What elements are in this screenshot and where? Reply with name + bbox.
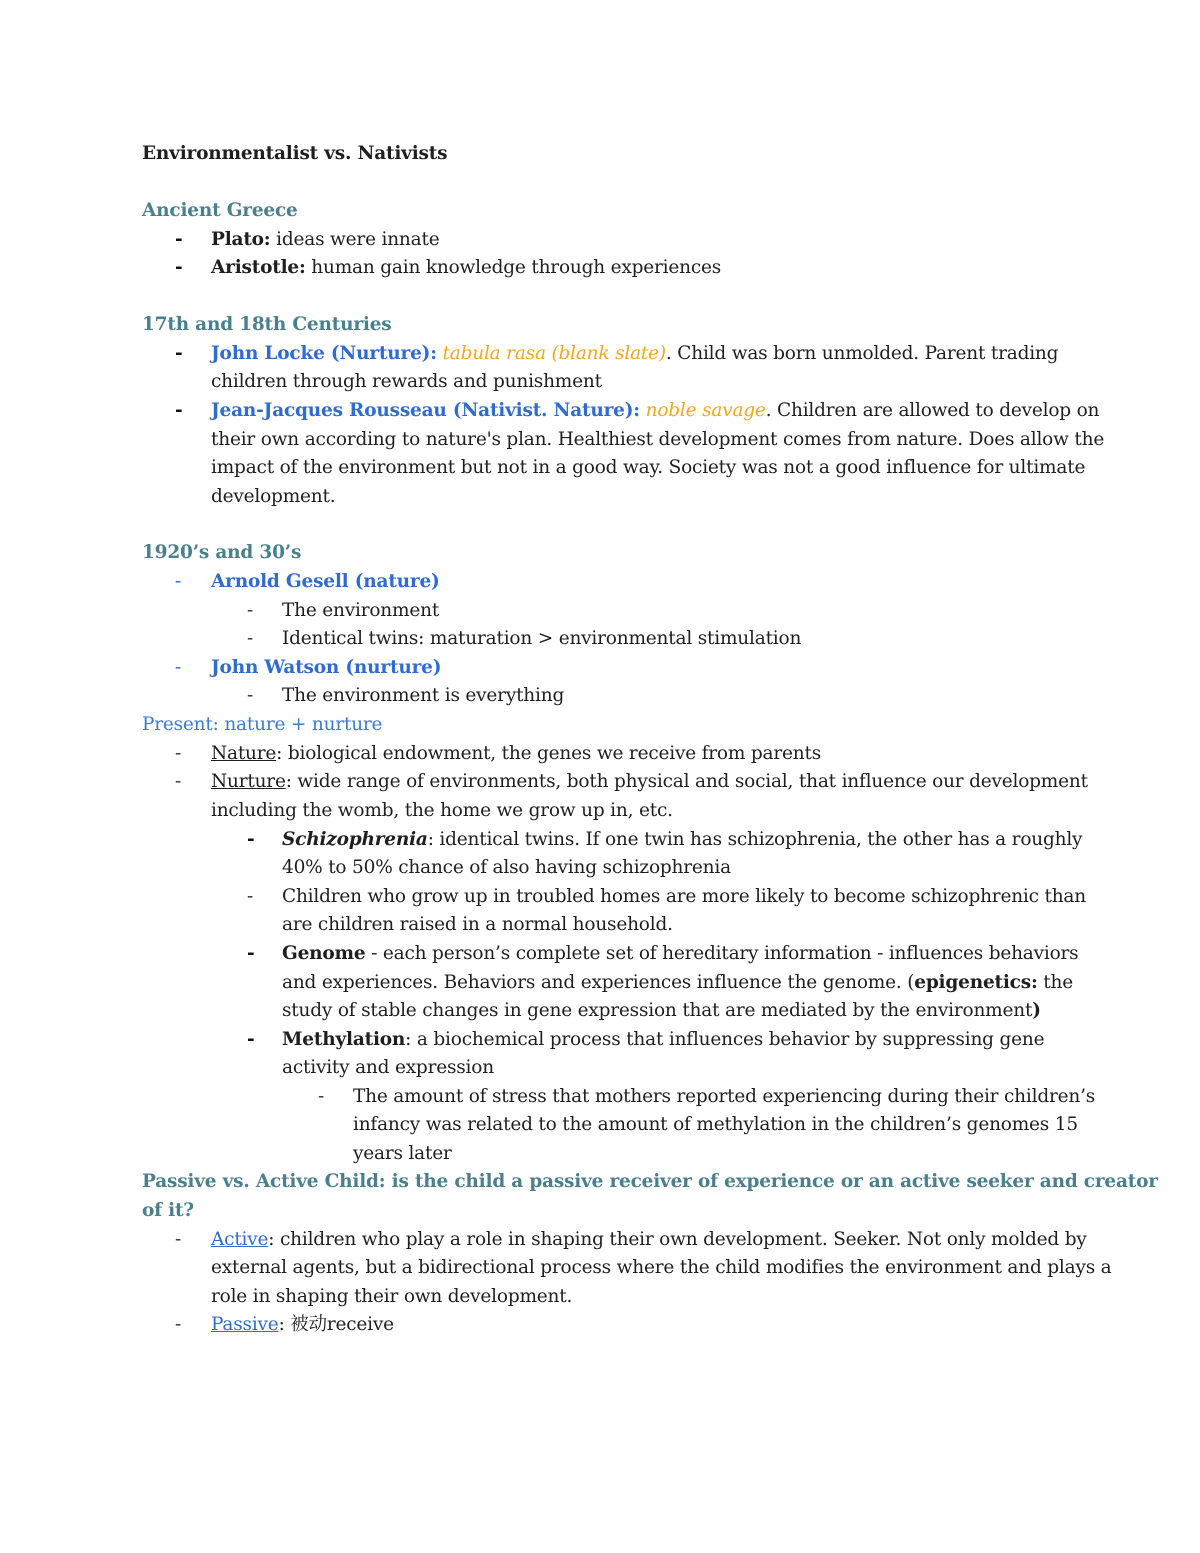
- schizophrenia-term: Schizophrenia: [282, 829, 428, 850]
- list-item-schizophrenia: [282, 826, 1082, 855]
- list-item-stress: The amount of stress that mothers reported experiencing during their children’s: [353, 1086, 1096, 1107]
- epigenetics-term: epigenetics:: [914, 972, 1038, 993]
- list-item-nurture: [211, 768, 1088, 797]
- bullet-dash: -: [247, 829, 255, 850]
- list-item-plato: [211, 226, 439, 255]
- plato-text: ideas were innate: [270, 229, 440, 250]
- aristotle-label: Aristotle:: [211, 257, 306, 278]
- list-item-methylation: [282, 1026, 1044, 1055]
- rousseau-text-cont: development.: [211, 486, 336, 507]
- bullet-dash: -: [175, 771, 182, 792]
- list-item-watson: John Watson (nurture): [211, 657, 442, 678]
- locke-term: tabula rasa (blank slate): [442, 343, 666, 364]
- passive-text: : 被动receive: [278, 1314, 394, 1335]
- rousseau-text-cont: impact of the environment but not in a good way. Society was not a good influence for ultimate: [211, 457, 1086, 478]
- gesell-sub-item: The environment: [282, 600, 440, 621]
- heading-ancient-greece: Ancient Greece: [142, 200, 298, 221]
- bullet-dash: -: [175, 571, 182, 592]
- list-item-rousseau: [211, 397, 1099, 426]
- genome-text-part: the: [1037, 972, 1073, 993]
- bullet-dash: -: [175, 1314, 182, 1335]
- locke-text-cont: children through rewards and punishment: [211, 371, 602, 392]
- list-item-active: [211, 1226, 1087, 1255]
- heading-present: Present: nature + nurture: [142, 714, 383, 735]
- nature-term: Nature: [211, 743, 277, 764]
- list-item-aristotle: [211, 254, 721, 283]
- methylation-text: : a biochemical process that influences behavior by suppressing gene: [405, 1029, 1045, 1050]
- genome-text-part: and experiences. Behaviors and experiences influence the genome. (: [282, 972, 915, 993]
- bullet-dash: -: [247, 600, 254, 621]
- schizophrenia-text: : identical twins. If one twin has schizophrenia, the other has a roughly: [427, 829, 1083, 850]
- list-item-genome: [282, 940, 1078, 969]
- rousseau-text: . Children are allowed to develop on: [765, 400, 1100, 421]
- active-text-cont: role in shaping their own development.: [211, 1286, 573, 1307]
- active-link[interactable]: Active: [211, 1229, 269, 1250]
- bullet-dash: -: [175, 343, 183, 364]
- locke-label: John Locke (Nurture):: [211, 343, 437, 364]
- rousseau-term: noble savage: [645, 400, 766, 421]
- heading-passive-vs-active-cont: of it?: [142, 1200, 194, 1221]
- list-item-nature: [211, 740, 821, 769]
- heading-1920s-30s: 1920’s and 30’s: [142, 542, 302, 563]
- page-title: Environmentalist vs. Nativists: [142, 143, 448, 164]
- genome-text: - each person’s complete set of hereditary information - influences behaviors: [365, 943, 1079, 964]
- bullet-dash: -: [247, 628, 254, 649]
- genome-text-part: study of stable changes in gene expression that are mediated by the environment: [282, 1000, 1033, 1021]
- genome-text-cont: [282, 997, 1041, 1026]
- nurture-text: : wide range of environments, both physical and social, that influence our development: [285, 771, 1088, 792]
- stress-text-cont: infancy was related to the amount of methylation in the children’s genomes 15: [353, 1114, 1078, 1135]
- gesell-sub-item: Identical twins: maturation > environmental stimulation: [282, 628, 802, 649]
- bullet-dash: -: [318, 1086, 325, 1107]
- bullet-dash: -: [175, 657, 182, 678]
- active-text-cont: external agents, but a bidirectional process where the child modifies the environment and plays a: [211, 1257, 1112, 1278]
- heading-17th-18th-centuries: 17th and 18th Centuries: [142, 314, 392, 335]
- bullet-dash: -: [247, 943, 255, 964]
- list-item-passive: [211, 1311, 394, 1340]
- bullet-dash: -: [175, 229, 183, 250]
- bullet-dash: -: [175, 1229, 182, 1250]
- watson-sub-item: The environment is everything: [282, 685, 565, 706]
- aristotle-text: human gain knowledge through experiences: [305, 257, 722, 278]
- bullet-dash: -: [175, 257, 183, 278]
- stress-text-cont: years later: [353, 1143, 452, 1164]
- bullet-dash: -: [247, 1029, 255, 1050]
- list-item-gesell: Arnold Gesell (nature): [211, 571, 440, 592]
- rousseau-label: Jean-Jacques Rousseau (Nativist. Nature):: [211, 400, 640, 421]
- nurture-term: Nurture: [211, 771, 286, 792]
- methylation-text-cont: activity and expression: [282, 1057, 494, 1078]
- troubled-homes-text-cont: are children raised in a normal household.: [282, 914, 673, 935]
- nature-text: : biological endowment, the genes we receive from parents: [276, 743, 821, 764]
- plato-label: Plato:: [211, 229, 271, 250]
- active-text: : children who play a role in shaping their own development. Seeker. Not only molded by: [268, 1229, 1087, 1250]
- bullet-dash: -: [175, 400, 183, 421]
- heading-passive-vs-active: Passive vs. Active Child: is the child a passive receiver of experience or an active seeker and creator: [142, 1171, 1158, 1192]
- methylation-term: Methylation: [282, 1029, 406, 1050]
- genome-close-paren: ): [1032, 1000, 1041, 1021]
- genome-text-cont: [282, 969, 1073, 998]
- bullet-dash: -: [247, 685, 254, 706]
- nurture-text-cont: including the womb, the home we grow up in, etc.: [211, 800, 673, 821]
- rousseau-text-cont: their own according to nature's plan. Healthiest development comes from nature. Does allow the: [211, 429, 1105, 450]
- passive-link[interactable]: Passive: [211, 1314, 279, 1335]
- bullet-dash: -: [247, 886, 254, 907]
- bullet-dash: -: [175, 743, 182, 764]
- locke-text: . Child was born unmolded. Parent trading: [665, 343, 1059, 364]
- list-item-troubled-homes: Children who grow up in troubled homes are more likely to become schizophrenic than: [282, 886, 1086, 907]
- schizophrenia-text-cont: 40% to 50% chance of also having schizophrenia: [282, 857, 731, 878]
- list-item-locke: [211, 340, 1058, 369]
- genome-term: Genome: [282, 943, 366, 964]
